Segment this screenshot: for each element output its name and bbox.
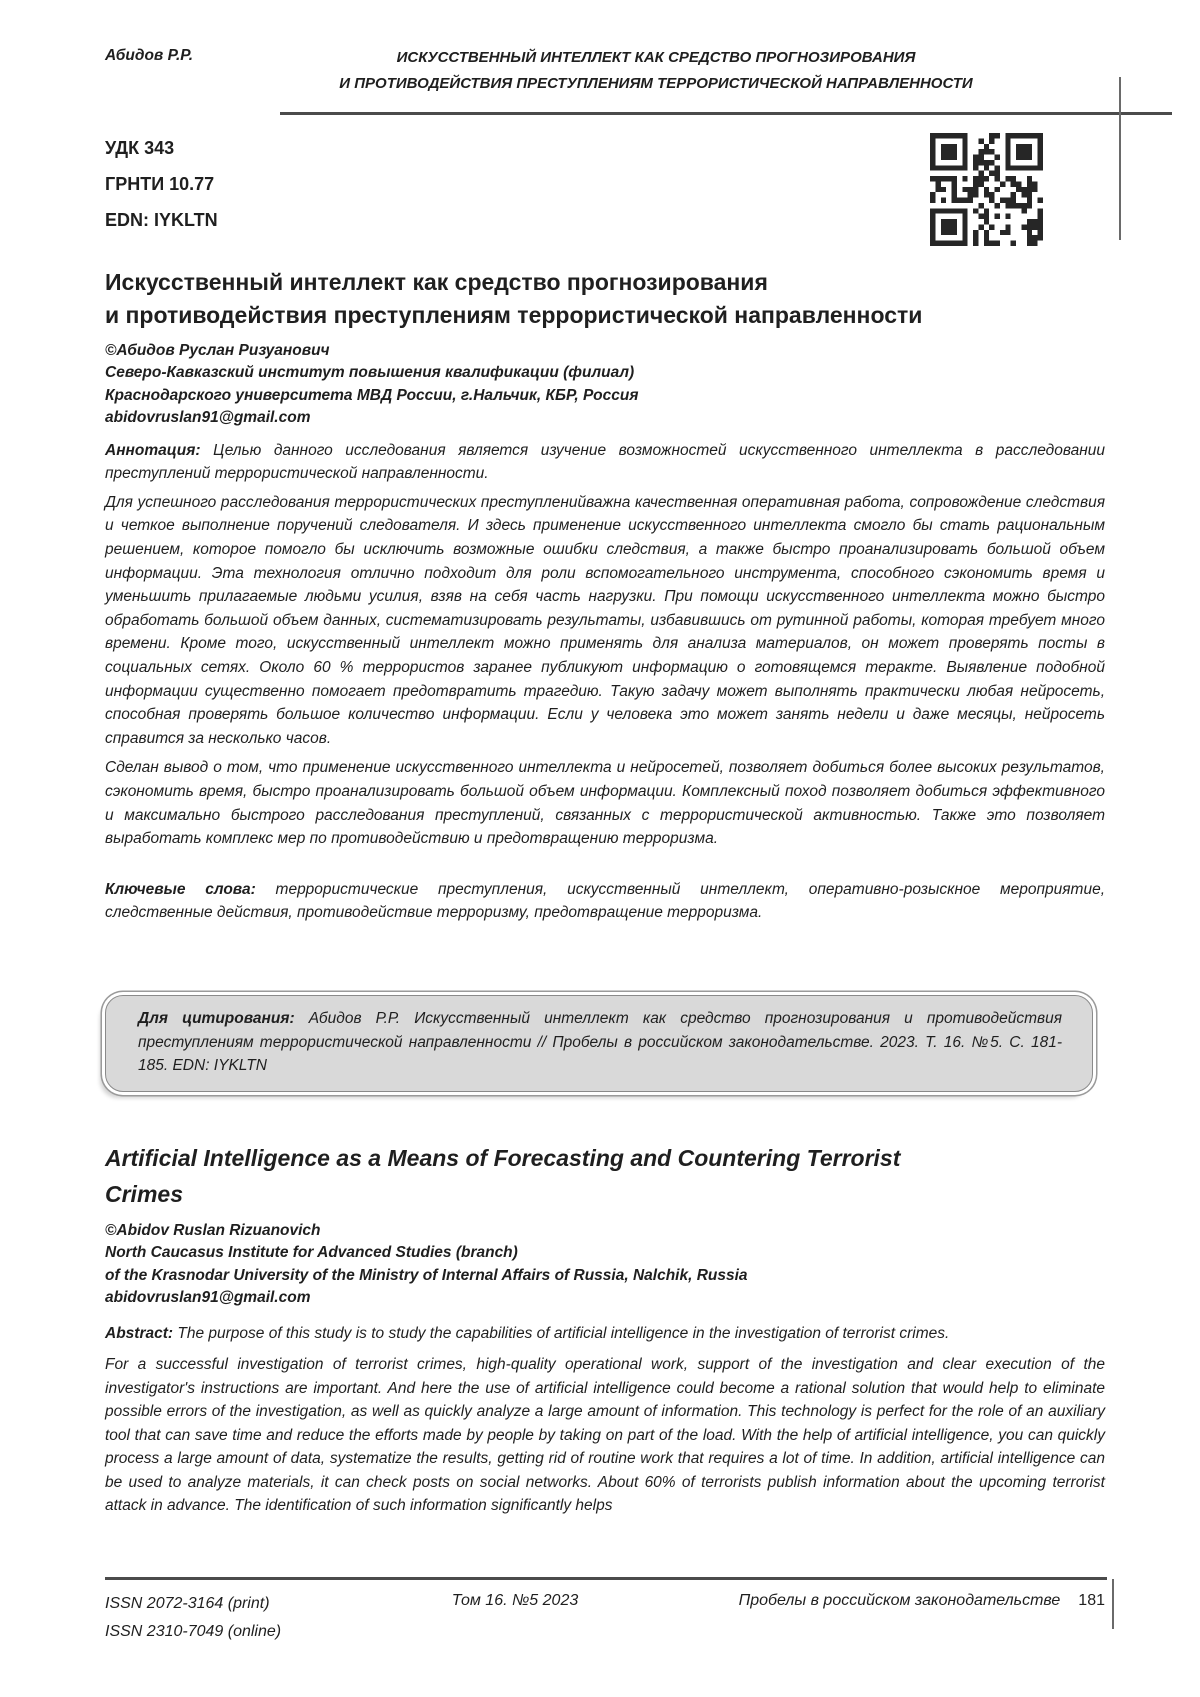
footer-journal-block: [739, 1592, 1105, 1610]
footer-rule: [105, 1577, 1107, 1580]
annotation-text: Целью данного исследования является изучение возможностей искусственного интеллекта в расследовании преступлений террористической направленности.: [105, 441, 1105, 483]
article-title-ru-line2: и противодействия преступлениям террористической направленности: [105, 302, 923, 328]
bottom-right-vertical-rule: [1112, 1579, 1114, 1629]
issn-print: ISSN 2072-3164 (print): [105, 1595, 270, 1612]
abstract-text: The purpose of this study is to study the capabilities of artificial intelligence in the investigation of terrorist crimes.: [177, 1325, 950, 1343]
article-title-en: [105, 1140, 1105, 1212]
udc-code: УДК 343: [105, 138, 175, 158]
citation-text: Абидов Р.Р. Искусственный интеллект как средство прогнозирования и противодействия преступлениям террористической направленности // Пробелы в российском законодательстве. 2023. Т. 16. №5. С. 181-185. EDN: IYKLTN: [138, 1009, 1062, 1075]
footer-issn-block: [105, 1590, 281, 1646]
citation-paragraph: [138, 1007, 1062, 1078]
abstract-label: Abstract:: [105, 1325, 174, 1343]
body-paragraph-ru-1: Для успешного расследования террористических преступленийважна качественная оперативная работа, сопровождение следствия и четкое выполнение поручений следователя. И здесь применение искусственного интеллекта смогло бы стать рациональным решением, которое помогло бы исключить возможные ошибки следствия, а также быстро проанализировать большой объем информации. Эта технология отлично подходит для роли вспомогательного инструмента, способного сэкономить время и уменьшить прилагаемые людьми усилия, взяв на себя часть нагрузки. При помощи искусственного интеллекта можно быстро обработать большой объем данных, систематизировать результаты, избавившись от рутинной работы, которая требует много времени. Кроме того, искусственный интеллект можно применять для анализа материалов, он может проверять посты в социальных сетях. Около 60 % террористов заранее публикуют информацию о готовящемся теракте. Выявление подобной информации существенно помогает предотвратить трагедию. Такую задачу может выполнять практически любая нейросеть, способная проверять большое количество информации. Если у человека это может занять недели и даже месяцы, нейросеть справится за несколько часов.: [105, 493, 1105, 747]
affiliation-ru-line2: Краснодарского университета МВД России, г.Нальчик, КБР, Россия: [105, 386, 639, 404]
keywords-text: террористические преступления, искусственный интеллект, оперативно-розыскное мероприятие, следственные действия, противодействие терроризму, предотвращение терроризма.: [105, 880, 1106, 922]
article-title-en-line2: Crimes: [105, 1180, 183, 1207]
body-paragraph-ru-2: Сделан вывод о том, что применение искусственного интеллекта и нейросетей, позволяет добиться более высоких результатов, сэкономить время, быстро проанализировать большой объем информации. Комплексный поход позволяет добиться эффективного и максимально быстрого расследования преступлений, связанных с террористической активностью. Также это позволяет выработать комплекс мер по противодействию и предотвращению терроризма.: [105, 759, 1105, 848]
abstract-paragraph: [105, 1322, 1105, 1346]
annotation-paragraph: [105, 439, 1105, 486]
article-title-en-line1: Artificial Intelligence as a Means of Forecasting and Countering Terrorist: [105, 1144, 901, 1171]
affiliation-en-line1: North Caucasus Institute for Advanced Studies (branch): [105, 1244, 518, 1262]
keywords-label: Ключевые слова:: [105, 880, 256, 898]
author-block-ru: [105, 340, 1105, 430]
running-head-title: [300, 45, 1012, 97]
author-name-en: ©Abidov Ruslan Rizuanovich: [105, 1221, 321, 1239]
keywords-paragraph: [105, 878, 1105, 925]
author-email-en: abidovruslan91@gmail.com: [105, 1288, 311, 1306]
running-head-author: Абидов Р.Р.: [105, 47, 194, 64]
author-name-ru: ©Абидов Руслан Ризуанович: [105, 342, 330, 359]
edn-code: EDN: IYKLTN: [105, 210, 218, 230]
article-title-ru: [105, 266, 1105, 332]
affiliation-en-line2: of the Krasnodar University of the Ministry of Internal Affairs of Russia, Nalchik, Russia: [105, 1266, 748, 1284]
grnti-code: ГРНТИ 10.77: [105, 174, 215, 194]
issn-online: ISSN 2310-7049 (online): [105, 1623, 282, 1640]
header-rule: [280, 112, 1172, 115]
footer-page-number: 181: [1078, 1592, 1105, 1609]
author-email-ru: abidovruslan91@gmail.com: [105, 409, 311, 427]
article-title-ru-line1: Искусственный интеллект как средство прогнозирования: [105, 269, 768, 295]
footer-journal-title: Пробелы в российском законодательстве: [738, 1592, 1061, 1609]
annotation-label: Аннотация:: [105, 441, 201, 459]
author-block-en: [105, 1220, 1105, 1310]
running-head-title-line1: ИСКУССТВЕННЫЙ ИНТЕЛЛЕКТ КАК СРЕДСТВО ПРОГНОЗИРОВАНИЯ: [396, 49, 916, 66]
citation-label: Для цитирования:: [138, 1009, 295, 1027]
article-body: [105, 130, 1105, 1518]
citation-box: [105, 995, 1093, 1092]
body-paragraph-en: For a successful investigation of terrorist crimes, high-quality operational work, support of the investigation and clear execution of the investigator's instructions are important. And here the use of artificial intelligence could become a rational solution that would help to eliminate possible errors of the investigation, as well as quickly analyze a large amount of information. This technology is perfect for the role of an auxiliary tool that can save time and reduce the efforts made by people by taking on part of the load. With the help of artificial intelligence, you can quickly process a large amount of data, systematize the results, getting rid of routine work that requires a lot of time. In addition, artificial intelligence can be used to analyze materials, it can check posts on social networks. About 60% of terrorists publish information about the upcoming terrorist attack in advance. The identification of such information significantly helps: [105, 1355, 1105, 1515]
affiliation-ru-line1: Северо-Кавказский институт повышения квалификации (филиал): [105, 364, 635, 382]
running-head-title-line2: И ПРОТИВОДЕЙСТВИЯ ПРЕСТУПЛЕНИЯМ ТЕРРОРИСТИЧЕСКОЙ НАПРАВЛЕННОСТИ: [339, 75, 973, 92]
top-right-vertical-rule: [1119, 77, 1121, 240]
footer-volume: Том 16. №5 2023: [451, 1592, 579, 1609]
